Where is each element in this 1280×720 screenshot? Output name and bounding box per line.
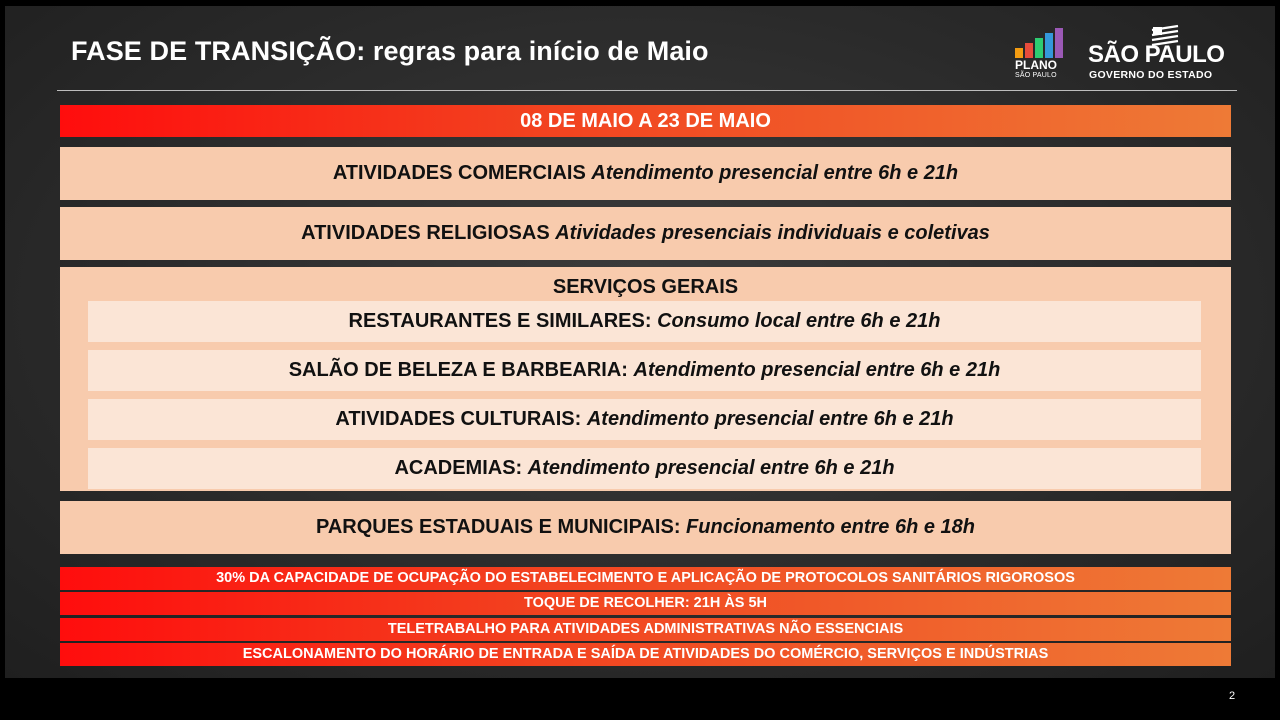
service-item-beauty-salon bbox=[88, 350, 1201, 391]
service-label: ATIVIDADES CULTURAIS: bbox=[335, 408, 582, 430]
commercial-activities-row bbox=[60, 147, 1231, 200]
plano-bars-icon bbox=[1015, 28, 1067, 58]
service-label: SALÃO DE BELEZA E BARBEARIA: bbox=[288, 359, 628, 381]
governo-sao-paulo-logo bbox=[1088, 24, 1238, 86]
service-label: RESTAURANTES E SIMILARES: bbox=[348, 310, 652, 332]
row-detail: Atividades presenciais individuais e coletivas bbox=[555, 222, 990, 244]
row-label: PARQUES ESTADUAIS E MUNICIPAIS: bbox=[316, 516, 681, 538]
page-number: 2 bbox=[1229, 690, 1236, 702]
rule-banner-curfew: TOQUE DE RECOLHER: 21H ÀS 5H bbox=[60, 592, 1231, 615]
rule-banner-telework: TELETRABALHO PARA ATIVIDADES ADMINISTRATIVAS NÃO ESSENCIAIS bbox=[60, 618, 1231, 641]
date-range-banner: 08 DE MAIO A 23 DE MAIO bbox=[60, 105, 1231, 137]
general-services-panel bbox=[60, 267, 1231, 491]
service-detail: Atendimento presencial entre 6h e 21h bbox=[633, 359, 1001, 381]
row-detail: Atendimento presencial entre 6h e 21h bbox=[591, 162, 959, 184]
general-services-title: SERVIÇOS GERAIS bbox=[552, 276, 739, 298]
service-detail: Atendimento presencial entre 6h e 21h bbox=[527, 457, 895, 479]
title-divider bbox=[57, 90, 1237, 91]
religious-activities-row bbox=[60, 207, 1231, 260]
plano-logo-subtitle: SÃO PAULO bbox=[1015, 72, 1057, 79]
row-detail: Funcionamento entre 6h e 18h bbox=[686, 516, 975, 538]
rule-banner-staggered-hours: ESCALONAMENTO DO HORÁRIO DE ENTRADA E SAÍDA DE ATIVIDADES DO COMÉRCIO, SERVIÇOS E INDÚSTRIAS bbox=[60, 643, 1231, 666]
slide bbox=[5, 6, 1275, 678]
sao-paulo-logo-name: SÃO PAULO bbox=[1088, 41, 1225, 68]
plano-sao-paulo-logo bbox=[1015, 28, 1075, 88]
parks-row bbox=[60, 501, 1231, 554]
row-label: ATIVIDADES COMERCIAIS bbox=[332, 162, 586, 184]
service-detail: Atendimento presencial entre 6h e 21h bbox=[586, 408, 954, 430]
sao-paulo-logo-subtitle: GOVERNO DO ESTADO bbox=[1089, 69, 1213, 81]
service-label: ACADEMIAS: bbox=[394, 457, 523, 479]
row-label: ATIVIDADES RELIGIOSAS bbox=[301, 222, 550, 244]
rule-banner-capacity: 30% DA CAPACIDADE DE OCUPAÇÃO DO ESTABELECIMENTO E APLICAÇÃO DE PROTOCOLOS SANITÁRIOS RIGOROSOS bbox=[60, 567, 1231, 590]
plano-logo-name: PLANO bbox=[1015, 58, 1057, 72]
service-item-gyms bbox=[88, 448, 1201, 489]
slide-title: FASE DE TRANSIÇÃO: regras para início de Maio bbox=[71, 36, 709, 66]
service-detail: Consumo local entre 6h e 21h bbox=[657, 310, 941, 332]
service-item-restaurants bbox=[88, 301, 1201, 342]
service-item-cultural bbox=[88, 399, 1201, 440]
